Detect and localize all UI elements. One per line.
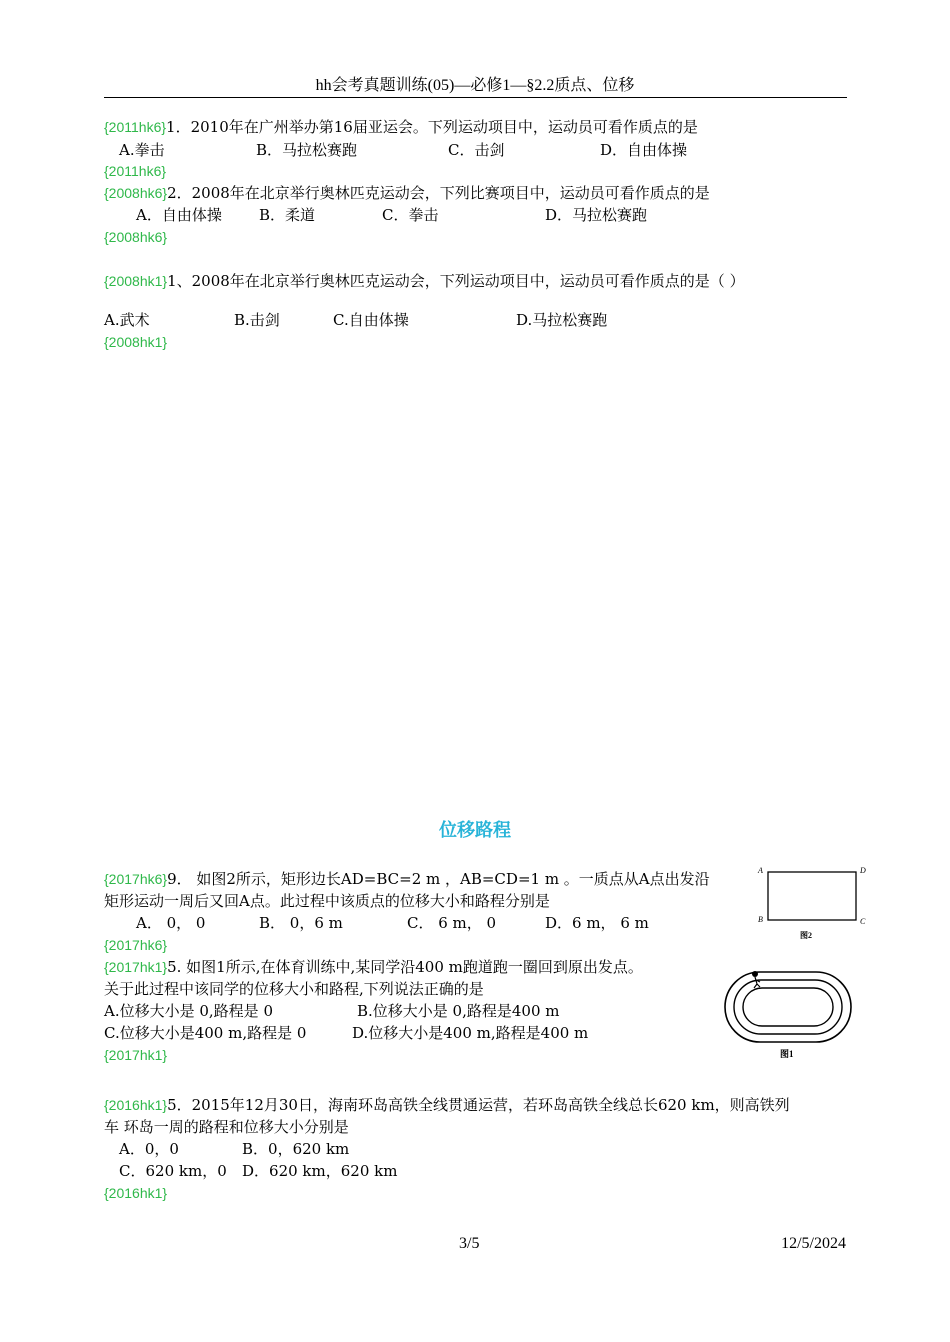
question-text: 9． 如图2所示，矩形边长AD=BC=2 m ，AB=CD=1 m 。一质点从A点出发沿 [167,870,710,888]
figure-2-rectangle [752,862,872,944]
option-a: A． 0， 0 [136,914,206,932]
question-tag-close: {2008hk6} [104,229,168,245]
question-6 [104,1095,790,1115]
option-b: B． 0，6 m [259,914,343,932]
vertex-label-a: A [758,866,763,875]
vertex-label-d: D [860,866,866,875]
question-tag-open: {2017hk6} [104,871,168,887]
question-text: 2．2008年在北京举行奥林匹克运动会，下列比赛项目中，运动员可看作质点的是 [167,184,710,202]
option-c: C． 6 m， 0 [407,914,497,932]
option-c: C．620 km，0 [119,1162,227,1180]
track-inner-lane [743,988,833,1026]
question-1 [104,117,698,137]
option-b: B．0，620 km [242,1140,350,1158]
option-d: D.位移大小是400 m,路程是400 m [352,1024,589,1042]
question-text-line2: 矩形运动一周后又回A点。此过程中该质点的位移大小和路程分别是 [104,892,550,910]
figure-1-running-track [720,962,856,1062]
option-d: D．6 m， 6 m [545,914,649,932]
option-c: C.自由体操 [333,311,409,329]
question-2 [104,183,710,203]
option-b: B．柔道 [259,206,316,224]
question-tag-open: {2011hk6} [104,119,167,135]
question-tag-close: {2011hk6} [104,163,167,179]
question-tag-close: {2017hk1} [104,1047,168,1063]
question-text-line2: 关于此过程中该同学的位移大小和路程,下列说法正确的是 [104,980,484,998]
figure-caption: 图2 [800,931,812,940]
footer-date: 12/5/2024 [781,1235,846,1252]
vertex-label-b: B [758,915,763,924]
option-b: B.击剑 [234,311,280,329]
question-text-line2: 车 环岛一周的路程和位移大小分别是 [104,1118,349,1136]
option-a: A.位移大小是 0,路程是 0 [104,1002,273,1020]
question-text: 1、2008年在北京举行奥林匹克运动会，下列运动项目中，运动员可看作质点的是（ ） [167,272,745,290]
question-3 [104,271,745,291]
option-d: D．620 km，620 km [242,1162,398,1180]
option-a: A.武术 [104,311,150,329]
runner-icon [752,971,758,977]
figure-caption: 图1 [780,1049,794,1059]
question-text: 5．2015年12月30日，海南环岛高铁全线贯通运营，若环岛高铁全线总长620 km，则高铁列 [167,1096,790,1114]
option-c: C.位移大小是400 m,路程是 0 [104,1024,307,1042]
rectangle-shape [768,872,856,920]
question-text: 5. 如图1所示,在体育训练中,某同学沿400 m跑道跑一圈回到原出发点。 [167,958,643,976]
page-number: 3/5 [459,1235,480,1252]
vertex-label-c: C [860,917,866,926]
option-c: C．击剑 [448,141,505,159]
question-tag-open: {2016hk1} [104,1097,168,1113]
page-header-title: hh会考真题训练(05)—必修1—§2.2质点、位移 [315,77,635,94]
option-b: B.位移大小是 0,路程是400 m [357,1002,560,1020]
section-title: 位移路程 [439,820,511,841]
option-a: A．自由体操 [136,206,222,224]
option-d: D．自由体操 [600,141,688,159]
question-4 [104,869,710,889]
option-b: B．马拉松赛跑 [256,141,358,159]
option-a: A.拳击 [119,141,165,159]
option-d: D.马拉松赛跑 [516,311,608,329]
question-tag-open: {2008hk1} [104,273,168,289]
option-d: D．马拉松赛跑 [545,206,648,224]
runner-body [754,977,760,988]
question-tag-close: {2016hk1} [104,1185,168,1201]
question-tag-open: {2008hk6} [104,185,168,201]
question-text: 1．2010年在广州举办第16届亚运会。下列运动项目中，运动员可看作质点的是 [166,118,698,136]
header-rule [104,97,847,98]
question-tag-open: {2017hk1} [104,959,168,975]
track-outer-lane [725,972,851,1042]
option-a: A．0，0 [119,1140,179,1158]
question-5 [104,957,643,977]
question-tag-close: {2008hk1} [104,334,168,350]
option-c: C．拳击 [382,206,439,224]
question-tag-close: {2017hk6} [104,937,168,953]
